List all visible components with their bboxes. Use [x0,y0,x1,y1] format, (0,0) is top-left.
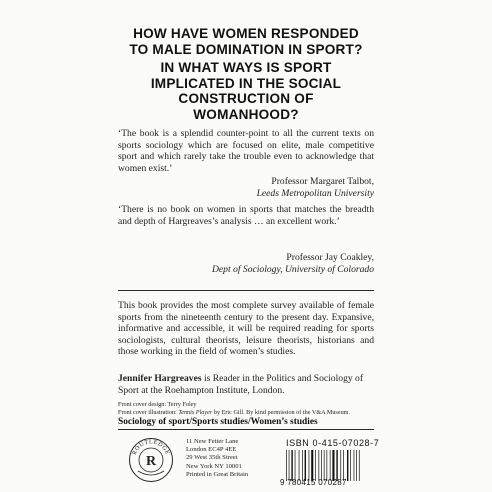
barcode-bar [309,450,310,481]
cover-illustration-credit [118,409,374,417]
review-quote-2: ‘There is no book on women in sports that matches the breadth and depth of Hargreaves’s analysis … an excellent work.’ [118,204,374,227]
logo-text: ROUTLEDGE [131,439,171,456]
review-author: Professor Jay Coakley, [286,252,374,263]
isbn-label: ISBN 0-415-07028-7 [286,438,380,448]
barcode-bar [324,450,325,481]
illustration-prefix: Front cover illustration: [118,408,179,416]
headline-line: WOMANHOOD? [193,106,299,122]
review-affiliation: Leeds Metropolitan University [256,187,374,199]
review-attribution-1 [257,176,374,199]
barcode-bar [359,450,360,481]
publisher-address [186,438,248,479]
review-affiliation: Dept of Sociology, University of Colorado [211,263,374,275]
review-attribution-2 [212,252,374,275]
barcode-bar [295,450,296,481]
barcode-bar [286,450,287,481]
barcode-bar [319,450,320,481]
barcode-bar [311,450,313,481]
logo-letter: R [145,454,157,469]
subject-category: Sociology of sport/Sports studies/Women’s studies [118,417,318,427]
divider-rule [118,290,374,291]
barcode-bar [299,450,300,481]
cover-design-credit: Front cover design: Terry Foley [118,401,197,408]
book-description: This book provides the most complete survey available of female sports from the nineteenth century to the present day. Expansive, informative and accessible, it will be required reading for sports sociologists, cultural theorists, leisure theorists, historians and those working in the field of women’s studies. [118,300,374,358]
barcode-bar [343,450,344,481]
address-line: London EC4P 4EE [186,446,237,454]
barcode-number: 9 780415 070287 [280,478,347,487]
address-line: 11 New Fetter Lane [186,438,239,445]
headline-question-1 [60,26,432,57]
review-author: Professor Margaret Talbot, [271,176,374,187]
barcode-bar [305,450,306,481]
barcode-bar [315,450,316,481]
headline-line: CONSTRUCTION OF [178,91,314,106]
author-bio-text: is Reader in the Politics and Sociology of Sport at the Roehampton Institute, London. [118,373,364,396]
headline-line: TO MALE DOMINATION IN SPORT? [129,41,363,57]
barcode-bar [302,450,303,481]
barcode-bar [321,450,322,481]
barcode-bar [327,450,328,481]
author-name: Jennifer Hargreaves [118,373,202,384]
divider-rule [118,429,374,430]
barcode-bar [340,450,341,481]
headline-line: HOW HAVE WOMEN RESPONDED [133,26,359,41]
cover-credits [118,401,374,417]
barcode-bar [354,450,355,481]
barcode-bar [291,450,292,481]
headline-question-2 [60,60,432,122]
author-bio [118,373,374,396]
barcode-bar [332,450,334,481]
headline-line: IMPLICATED IN THE SOCIAL [150,75,342,91]
headline-line: IN WHAT WAYS IS SPORT [160,60,332,75]
barcode-icon [286,450,362,481]
barcode-bar [330,450,331,481]
routledge-logo-icon [128,437,174,483]
address-line: 29 West 35th Street [186,454,238,462]
barcode-bar [350,450,351,481]
barcode-bar [336,450,337,481]
barcode-bar [347,450,348,481]
address-line: New York NY 10001 [186,462,242,470]
illustration-title: Tennis Player [178,408,213,416]
address-line: Printed in Great Britain [186,470,249,478]
review-quote-1: ‘The book is a splendid counter-point to all the current texts on sports sociology which are focused on elite, male competitive sport and which rarely take the trouble even to acknowledge that women exist.’ [118,128,374,174]
illustration-suffix: by Eric Gill. By kind permission of the V&A Museum. [212,408,351,416]
barcode-bar [356,450,357,481]
barcode-bar [289,450,290,481]
